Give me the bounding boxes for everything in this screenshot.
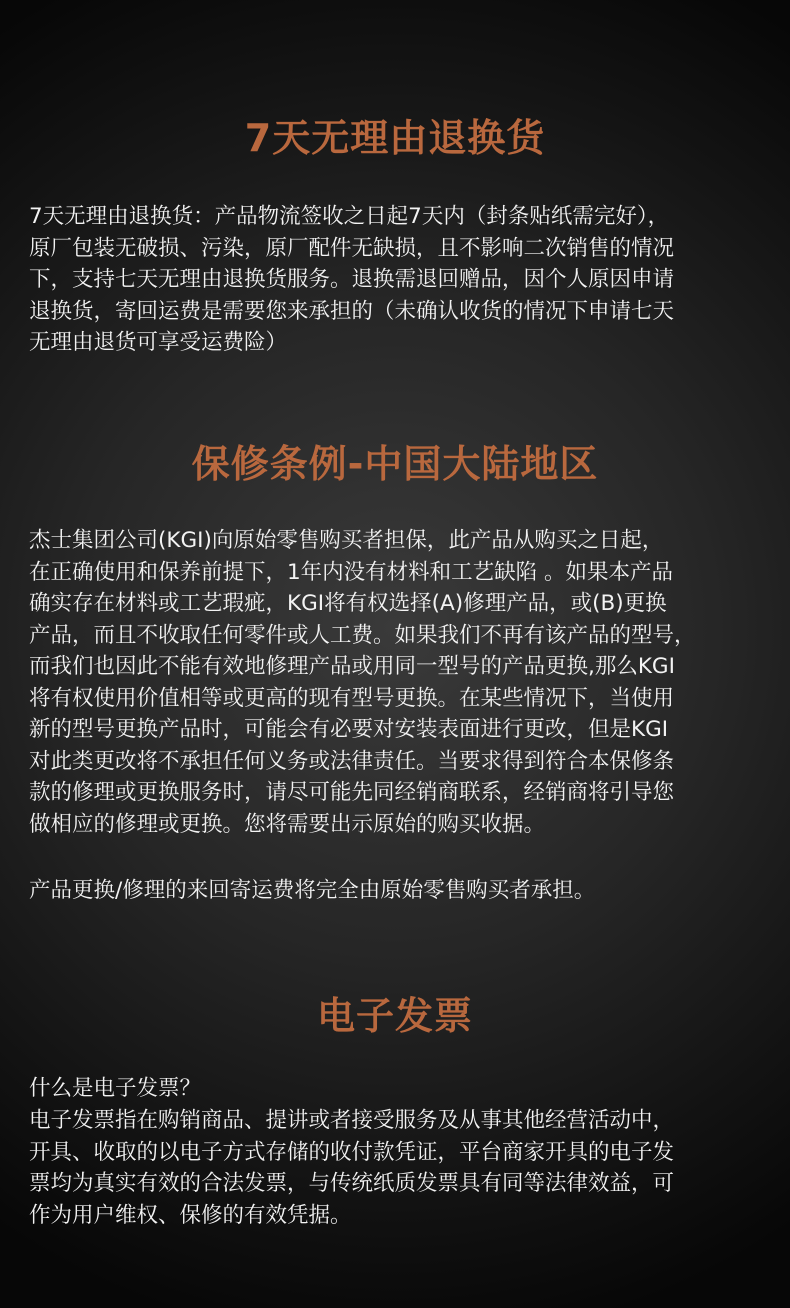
invoice-question: 什么是电子发票？: [29, 1076, 202, 1101]
returns-policy-text: 7天无理由退换货：产品物流签收之日起7天内（封条贴纸需完好）， 原厂包装无破损、污染，原厂配件无缺损，且不影响二次销售的情况 下，支持七天无理由退换货服务。退换需退回赠品，因个人原因申请 退换货，寄回运费是需要您来承担的（未确认收货的情况下申请七天 无理由退货可享受运费险）: [29, 204, 675, 355]
warranty-policy-text: 杰士集团公司(KGI)向原始零售购买者担保，此产品从购买之日起， 在正确使用和保养前提下，1年内没有材料和工艺缺陷 。如果本产品 确实存在材料或工艺瑕疵，KGI将有权选择(A)修理产品，或(B)更换 产品，而且不收取任何零件或人工费。如果我们不再有该产品的型号， 而我们也因此不能有效地修理产品或用同一型号的产品更换,那么KGI 将有权使用价值相等或更高的现有型号更换。在某些情况下，当使用 新的型号更换产品时，可能会有必要对安装表面进行更改，但是KGI 对此类更改将不承担任何义务或法律责任。当要求得到符合本保修条 款的修理或更换服务时，请尽可能先同经销商联系，经销商将引导您 做相应的修理或更换。您将需要出示原始的购买收据。: [29, 528, 696, 837]
invoice-title: 电子发票: [316, 994, 473, 1038]
shipping-cost-note: 产品更换/修理的来回寄运费将完全由原始零售购买者承担。: [29, 878, 596, 903]
returns-title: 7天无理由退换货: [244, 116, 546, 160]
invoice-description: 电子发票指在购销商品、提讲或者接受服务及从事其他经营活动中， 开具、收取的以电子方式存储的收付款凭证，平台商家开具的电子发 票均为真实有效的合法发票，与传统纸质发票具有同等法律效益，可 作为用户维权、保修的有效凭据。: [29, 1108, 675, 1228]
warranty-title: 保修条例-中国大陆地区: [191, 442, 599, 486]
